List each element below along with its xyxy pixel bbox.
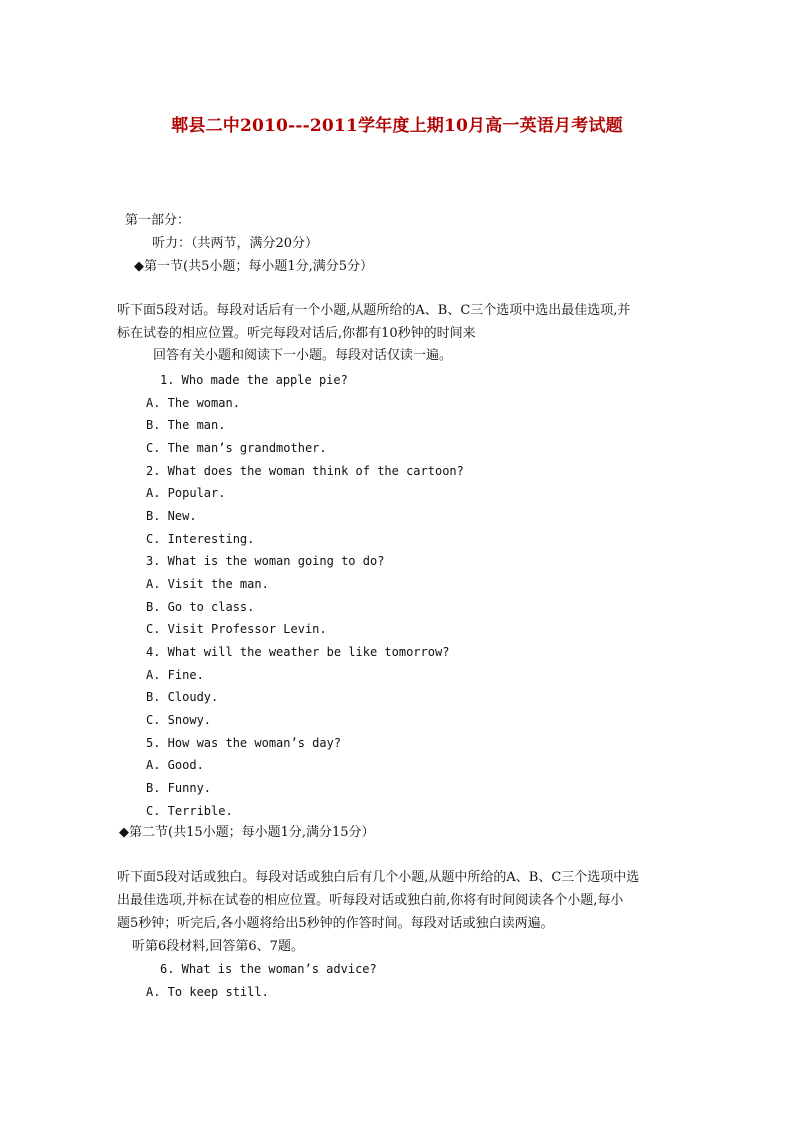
q4-option-c: C. Snowy. — [146, 713, 212, 727]
q5-option-a: A. Good. — [146, 758, 204, 772]
question-6: 6. What is the woman’s advice? — [160, 962, 377, 976]
q4-option-a: A. Fine. — [146, 668, 204, 682]
section1-heading: ◆第一节(共5小题；每小题1分,满分5分） — [134, 259, 374, 274]
question-1: 1. Who made the apple pie? — [160, 373, 348, 387]
q1-option-a: A. The woman. — [146, 396, 240, 410]
q6-option-a: A. To keep still. — [146, 985, 269, 999]
q3-option-b: B. Go to class. — [146, 600, 255, 614]
q2-option-c: C. Interesting. — [146, 532, 255, 546]
q2-option-b: B. New. — [146, 509, 197, 523]
section1-instructions-line1: 听下面5段对话。每段对话后有一个小题,从题所给的A、B、C三个选项中选出最佳选项,并 — [117, 303, 631, 318]
section2-heading: ◆第二节(共15小题；每小题1分,满分15分） — [119, 825, 375, 840]
section1-instructions-line2: 标在试卷的相应位置。听完每段对话后,你都有10秒钟的时间来 — [117, 326, 476, 341]
question-3: 3. What is the woman going to do? — [146, 554, 385, 568]
section2-instructions-line3: 题5秒钟；听完后,各小题将给出5秒钟的作答时间。每段对话或独白读两遍。 — [117, 916, 554, 931]
section1-instructions-line3: 回答有关小题和阅读下一小题。每段对话仅读一遍。 — [153, 348, 453, 363]
q2-option-a: A. Popular. — [146, 486, 226, 500]
q3-option-c: C. Visit Professor Levin. — [146, 622, 327, 636]
q1-option-b: B. The man. — [146, 418, 226, 432]
q3-option-a: A. Visit the man. — [146, 577, 269, 591]
material-6-instruction: 听第6段材料,回答第6、7题。 — [132, 939, 304, 954]
q5-option-b: B. Funny. — [146, 781, 212, 795]
question-2: 2. What does the woman think of the cartoon? — [146, 464, 464, 478]
part-heading: 第一部分： — [125, 213, 191, 228]
q4-option-b: B. Cloudy. — [146, 690, 219, 704]
q5-option-c: C. Terrible. — [146, 804, 233, 818]
question-5: 5. How was the woman’s day? — [146, 736, 342, 750]
exam-title: 郫县二中2010---2011学年度上期10月高一英语月考试题 — [171, 116, 623, 136]
listening-heading: 听力：（共两节，满分20分） — [152, 236, 319, 251]
question-4: 4. What will the weather be like tomorrow? — [146, 645, 450, 659]
q1-option-c: C. The man’s grandmother. — [146, 441, 327, 455]
section2-instructions-line1: 听下面5段对话或独白。每段对话或独白后有几个小题,从题中所给的A、B、C三个选项中选 — [117, 870, 640, 885]
section2-instructions-line2: 出最佳选项,并标在试卷的相应位置。听每段对话或独白前,你将有时间阅读各个小题,每小 — [117, 893, 624, 908]
